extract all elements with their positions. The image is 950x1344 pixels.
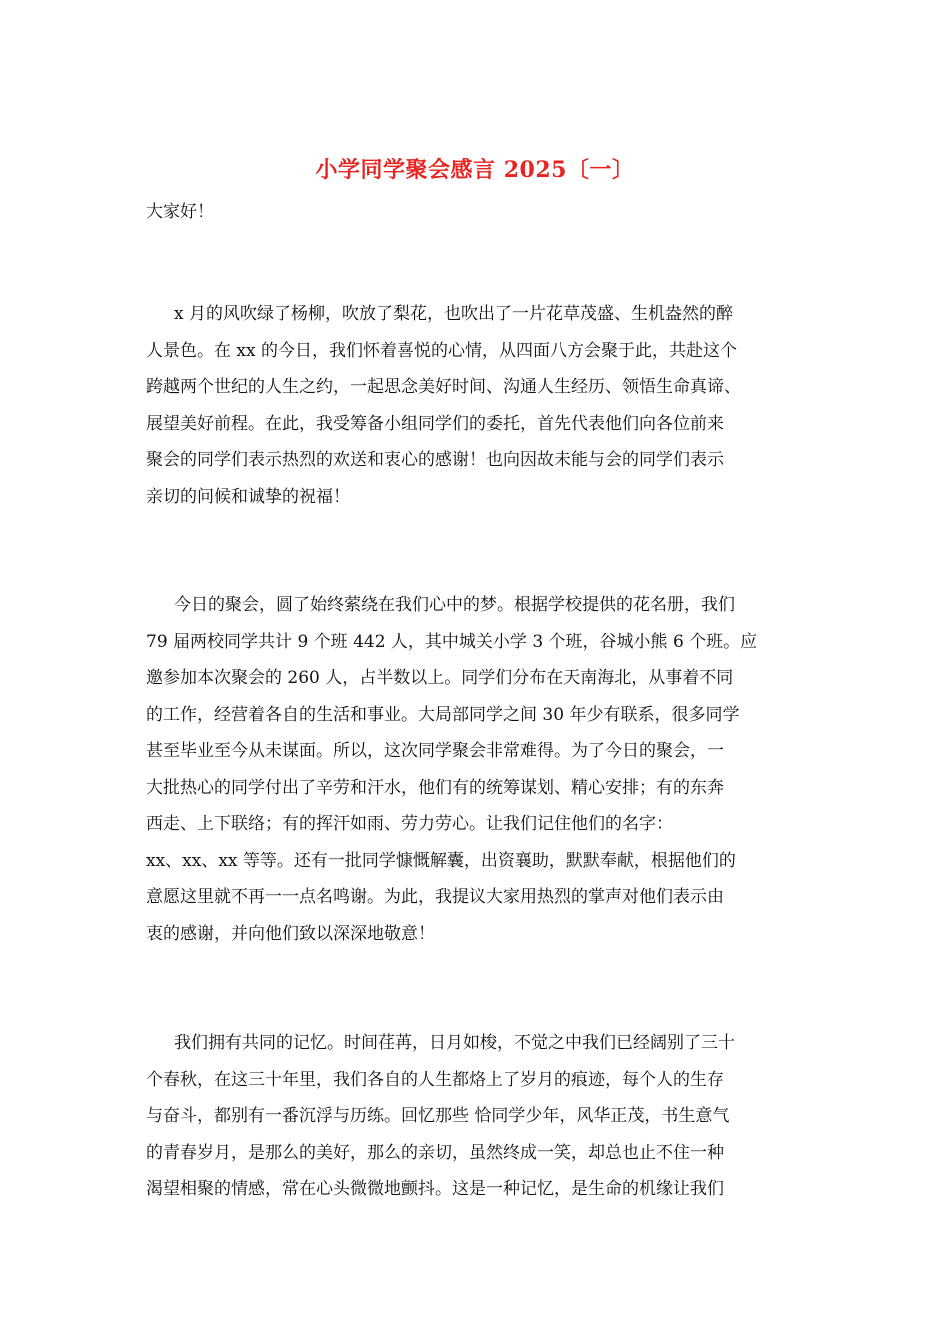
paragraph-line: 意愿这里就不再一一点名鸣谢。为此，我提议大家用热烈的掌声对他们表示由	[146, 887, 724, 907]
paragraph-line: 邀参加本次聚会的 260 人，占半数以上。同学们分布在天南海北，从事着不同	[146, 668, 734, 688]
paragraph-2	[146, 587, 806, 952]
paragraph-line: 渴望相聚的情感，常在心头微微地颤抖。这是一种记忆，是生命的机缘让我们	[146, 1179, 724, 1199]
paragraph-line: 跨越两个世纪的人生之约，一起思念美好时间、沟通人生经历、领悟生命真谛、	[146, 377, 741, 397]
document-title: 小学同学聚会感言 2025〔一〕	[315, 157, 635, 183]
paragraph-line: 衷的感谢，并向他们致以深深地敬意！	[146, 923, 435, 944]
paragraph-line: 与奋斗，都别有一番沉浮与历练。回忆那些 恰同学少年，风华正茂，书生意气	[146, 1106, 730, 1126]
paragraph-line: 今日的聚会，圆了始终萦绕在我们心中的梦。根据学校提供的花名册，我们	[174, 595, 735, 615]
paragraph-line: 的青春岁月，是那么的美好，那么的亲切，虽然终成一笑，却总也止不住一种	[146, 1142, 724, 1163]
paragraph-line: x 月的风吹绿了杨柳，吹放了梨花，也吹出了一片花草茂盛、生机盎然的醉	[174, 304, 733, 324]
paragraph-line: 79 届两校同学共计 9 个班 442 人，其中城关小学 3 个班，谷城小熊 6 个班。应	[146, 631, 758, 652]
paragraph-line: 大批热心的同学付出了辛劳和汗水，他们有的统筹谋划、精心安排；有的东奔	[146, 777, 724, 798]
paragraph-3	[146, 1025, 806, 1208]
paragraph-line: 的工作，经营着各自的生活和事业。大局部同学之间 30 年少有联系，很多同学	[146, 704, 740, 725]
paragraph-line: 亲切的问候和诚挚的祝福！	[146, 486, 350, 507]
greeting-text: 大家好！	[146, 202, 214, 222]
paragraph-line: 西走、上下联络；有的挥汗如雨、劳力劳心。让我们记住他们的名字：	[146, 814, 673, 834]
paragraph-1	[146, 296, 806, 515]
paragraph-line: 我们拥有共同的记忆。时间荏苒，日月如梭，不觉之中我们已经阔别了三十	[174, 1033, 735, 1053]
paragraph-line: 甚至毕业至今从未谋面。所以，这次同学聚会非常难得。为了今日的聚会，一	[146, 741, 724, 761]
paragraph-line: 人景色。在 xx 的今日，我们怀着喜悦的心情，从四面八方会聚于此，共赴这个	[146, 340, 737, 361]
paragraph-line: 聚会的同学们表示热烈的欢送和衷心的感谢！也向因故未能与会的同学们表示	[146, 450, 724, 470]
paragraph-line: 展望美好前程。在此，我受筹备小组同学们的委托，首先代表他们向各位前来	[146, 413, 724, 434]
paragraph-line: xx、xx、xx 等等。还有一批同学慷慨解囊，出资襄助，默默奉献，根据他们的	[146, 850, 736, 871]
paragraph-line: 个春秋，在这三十年里，我们各自的人生都烙上了岁月的痕迹，每个人的生存	[146, 1069, 724, 1090]
